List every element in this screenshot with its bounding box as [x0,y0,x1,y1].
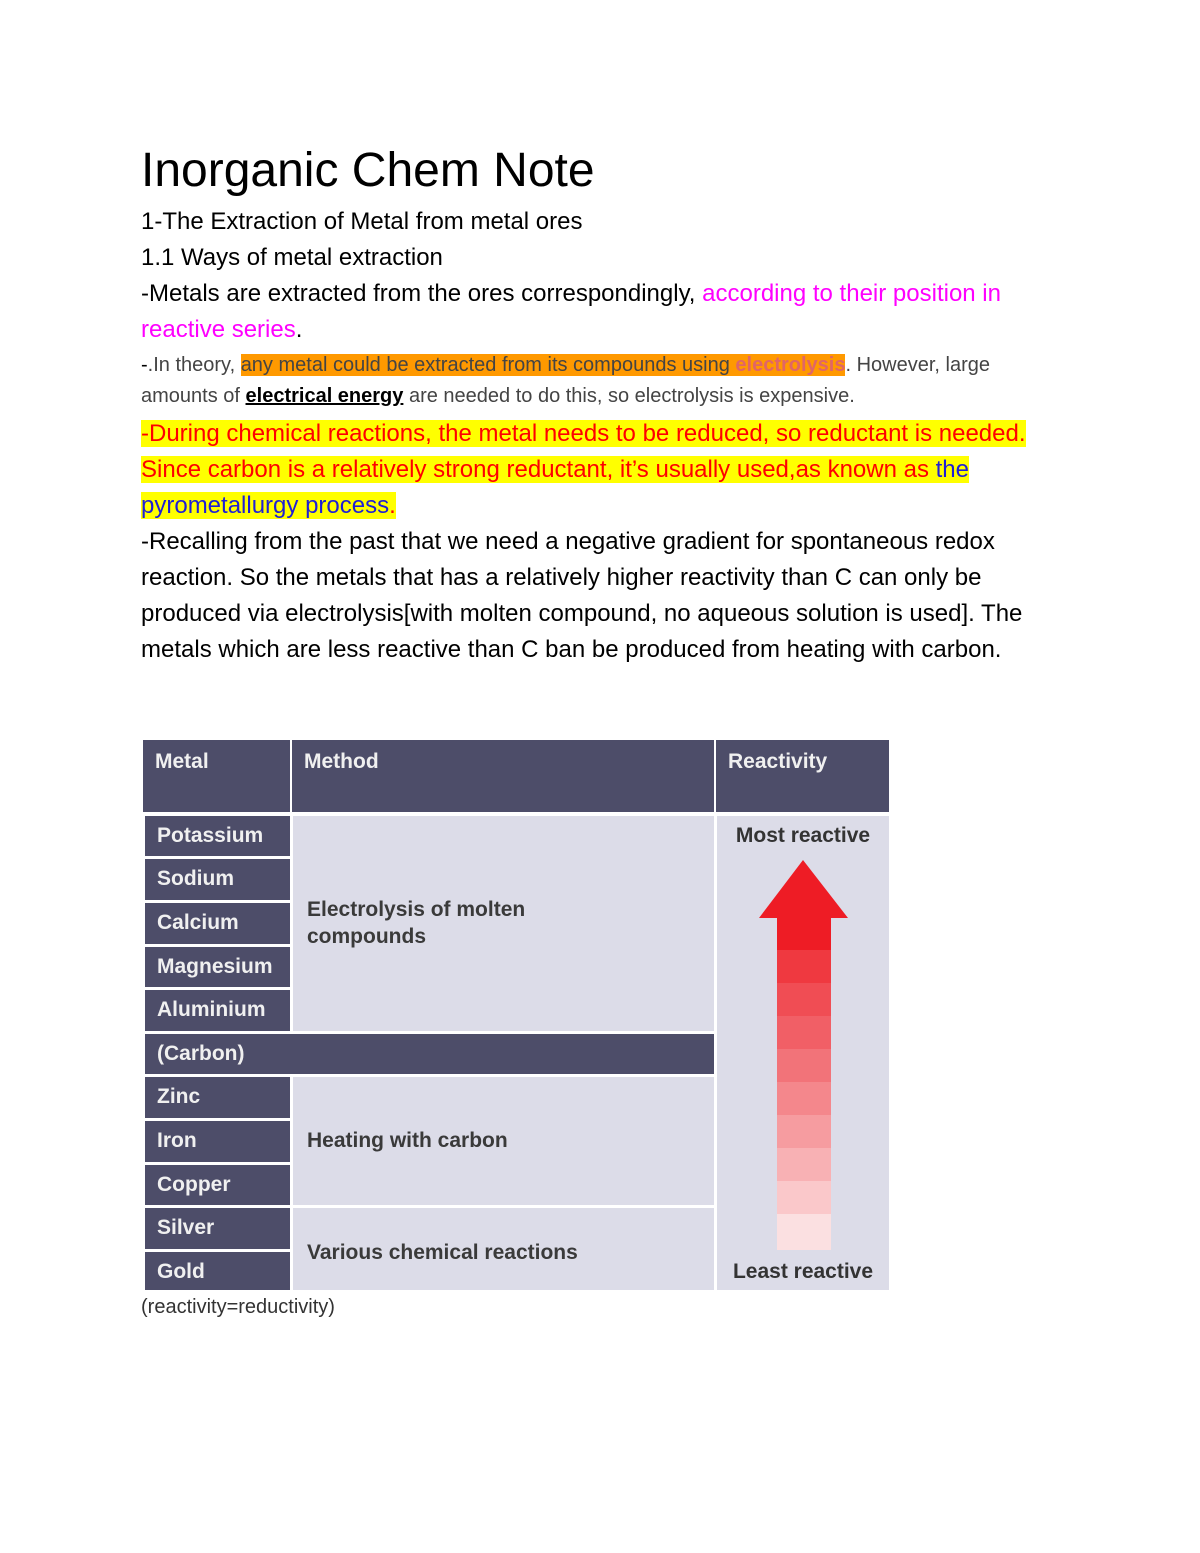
row-carbon: (Carbon) [145,1034,714,1074]
arrow-segment-5 [777,1049,831,1083]
metal-zinc: Zinc [145,1077,290,1118]
subsection-heading: 1.1 Ways of metal extraction [141,244,443,271]
header-metal: Metal [143,740,290,812]
arrow-segment-3 [777,983,831,1017]
para3-highlight [141,420,1026,519]
figure-caption: (reactivity=reductivity) [141,1296,335,1318]
paragraph-reductant [141,416,1061,524]
arrow-segment-1 [777,917,831,951]
para3-blue: the pyrometallurgy process [141,456,970,519]
para1-end: . [295,316,303,343]
para2-keyword: electrolysis [735,354,846,376]
method-heating: Heating with carbon [307,1129,508,1152]
para2-text: .In theory, [147,354,241,376]
metal-iron: Iron [145,1121,290,1162]
method-various-cell [293,1208,714,1290]
metal-potassium: Potassium [145,816,290,856]
para2-end: are needed to do this, so electrolysis is expensive. [403,385,855,407]
para2-after: . However, large amounts of [141,354,990,407]
paragraph-recalling: -Recalling from the past that we need a negative gradient for spontaneous redox reaction. So the metals that has a relatively higher reactivity than C can only be produced via electrolysis[with molten compound, no aqueous solution is used]. The metals which are less reactive than C ban be produced from heating with carbon. [141,528,1023,663]
reactivity-table-figure [143,740,889,1290]
reactivity-arrow [717,816,889,1290]
para3-text: -During chemical reactions, the metal needs to be reduced, so reductant is needed. Since carbon is a relatively strong reductant, it’s usually used,as known as [141,420,1026,483]
metal-gold: Gold [145,1252,290,1290]
metal-sodium: Sodium [145,859,290,900]
arrow-segment-10 [777,1214,831,1250]
para2-lead: - [141,354,148,376]
method-heating-cell [293,1077,714,1205]
section-heading: 1-The Extraction of Metal from metal ores [141,208,583,235]
arrow-segment-7 [777,1115,831,1149]
metal-calcium: Calcium [145,903,290,944]
paragraph-metals-extracted [141,276,1061,348]
para3-end: . [389,492,396,519]
arrow-segment-8 [777,1148,831,1182]
para1-highlight: according to their position in reactive series [141,280,1001,343]
para2-highlight-text: any metal could be extracted from its compounds using [240,354,736,376]
para1-text: -Metals are extracted from the ores correspondingly, [141,280,703,307]
reactivity-column [717,816,889,1290]
least-reactive-label: Least reactive [732,1260,874,1283]
arrow-segment-2 [777,950,831,984]
header-method: Method [292,740,714,812]
method-electrolysis: Electrolysis of molten compounds [307,898,526,948]
method-various: Various chemical reactions [307,1241,578,1264]
most-reactive-label: Most reactive [735,824,871,847]
arrow-head [759,860,848,918]
arrow-segment-4 [777,1016,831,1050]
metal-aluminium: Aluminium [145,990,290,1031]
metal-magnesium: Magnesium [145,947,290,987]
method-electrolysis-cell [293,816,714,1031]
para2-bold: electrical energy [245,385,404,407]
arrow-segment-6 [777,1082,831,1116]
page-title: Inorganic Chem Note [141,144,595,197]
header-reactivity: Reactivity [716,740,889,812]
metal-silver: Silver [145,1208,290,1249]
document-body [141,140,1061,668]
arrow-segment-9 [777,1181,831,1215]
para2-highlight [241,354,846,376]
metal-copper: Copper [145,1165,290,1205]
paragraph-electrolysis [141,350,1061,412]
